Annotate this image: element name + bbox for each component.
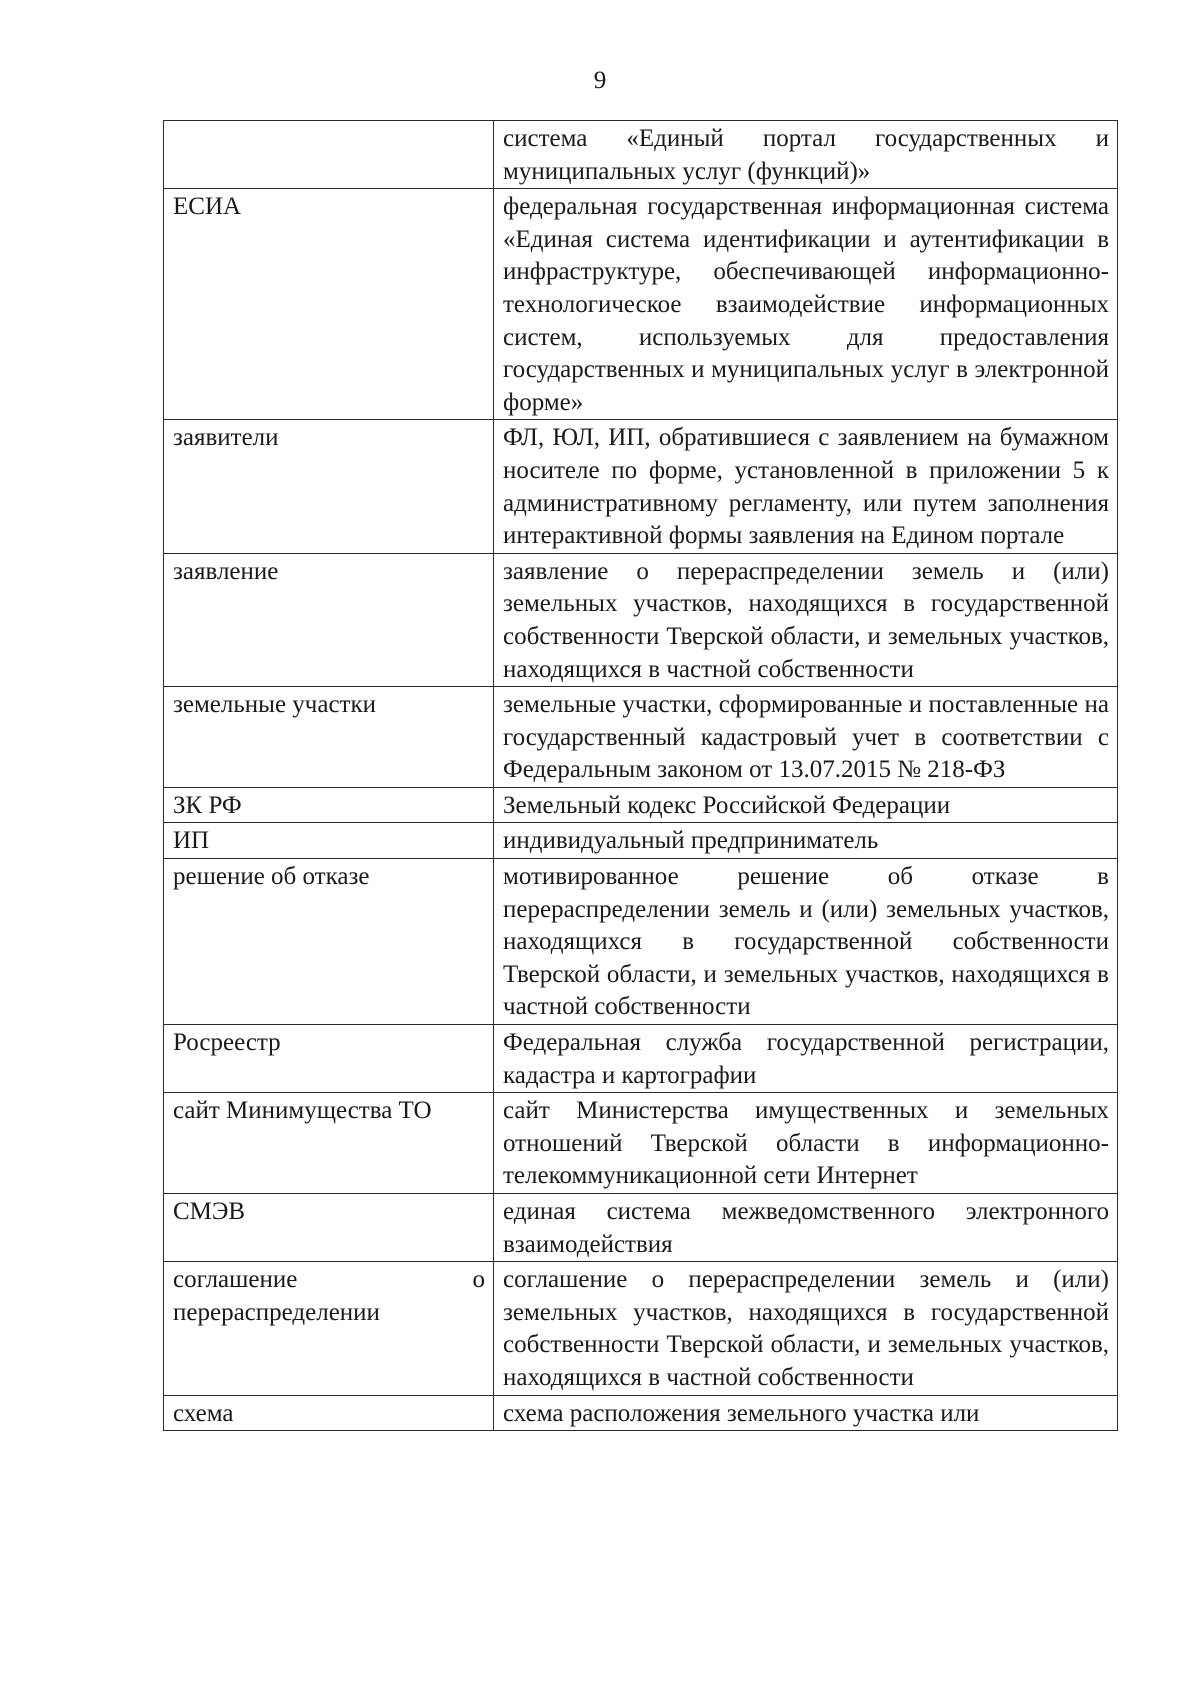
- term-cell: ИП: [164, 823, 494, 859]
- definition-cell: схема расположения земельного участка или: [494, 1395, 1118, 1431]
- term-cell: Росреестр: [164, 1025, 494, 1093]
- table-row: [164, 823, 1118, 859]
- definition-cell: сайт Министерства имущественных и земельных отношений Тверской области в информационно-телекоммуникационной сети Интернет: [494, 1093, 1118, 1194]
- table-row: [164, 787, 1118, 823]
- term-cell: СМЭВ: [164, 1194, 494, 1262]
- term-cell: земельные участки: [164, 687, 494, 788]
- table-row: [164, 420, 1118, 553]
- term-cell: сайт Минимущества ТО: [164, 1093, 494, 1194]
- term-cell: ЗК РФ: [164, 787, 494, 823]
- term-cell: [164, 121, 494, 189]
- definition-cell: соглашение о перераспределении земель и (или) земельных участков, находящихся в государственной собственности Тверской области, и земельных участков, находящихся в частной собственности: [494, 1262, 1118, 1395]
- definition-cell: Земельный кодекс Российской Федерации: [494, 787, 1118, 823]
- table-row: [164, 1194, 1118, 1262]
- table-row: [164, 859, 1118, 1025]
- term-cell: заявление: [164, 553, 494, 686]
- definition-cell: ФЛ, ЮЛ, ИП, обратившиеся с заявлением на бумажном носителе по форме, установленной в приложении 5 к административному регламенту, или путем заполнения интерактивной формы заявления на Едином портале: [494, 420, 1118, 553]
- table-row: [164, 1025, 1118, 1093]
- definition-cell: заявление о перераспределении земель и (или) земельных участков, находящихся в государственной собственности Тверской области, и земельных участков, находящихся в частной собственности: [494, 553, 1118, 686]
- table-row: [164, 553, 1118, 686]
- term-cell: ЕСИА: [164, 189, 494, 420]
- glossary-table: [163, 120, 1118, 1431]
- table-row: [164, 1395, 1118, 1431]
- term-cell: заявители: [164, 420, 494, 553]
- page-number: 9: [593, 67, 607, 94]
- definition-cell: система «Единый портал государственных и муниципальных услуг (функций)»: [494, 121, 1118, 189]
- definition-cell: единая система межведомственного электронного взаимодействия: [494, 1194, 1118, 1262]
- definition-cell: федеральная государственная информационная система «Единая система идентификации и аутентификации в инфраструктуре, обеспечивающей информационно-технологическое взаимодействие информационных систем, используемых для предоставления государственных и муниципальных услуг в электронной форме»: [494, 189, 1118, 420]
- definition-cell: Федеральная служба государственной регистрации, кадастра и картографии: [494, 1025, 1118, 1093]
- term-cell: решение об отказе: [164, 859, 494, 1025]
- definition-cell: земельные участки, сформированные и поставленные на государственный кадастровый учет в соответствии с Федеральным законом от 13.07.2015 № 218-ФЗ: [494, 687, 1118, 788]
- table-row: [164, 687, 1118, 788]
- definition-cell: индивидуальный предприниматель: [494, 823, 1118, 859]
- term-cell: схема: [164, 1395, 494, 1431]
- table-row: [164, 1262, 1118, 1395]
- definition-cell: мотивированное решение об отказе в перераспределении земель и (или) земельных участков, находящихся в государственной собственности Тверской области, и земельных участков, находящихся в частной собственности: [494, 859, 1118, 1025]
- table-row: [164, 121, 1118, 189]
- table-row: [164, 189, 1118, 420]
- term-cell: соглашение о перераспределении: [164, 1262, 494, 1395]
- table-row: [164, 1093, 1118, 1194]
